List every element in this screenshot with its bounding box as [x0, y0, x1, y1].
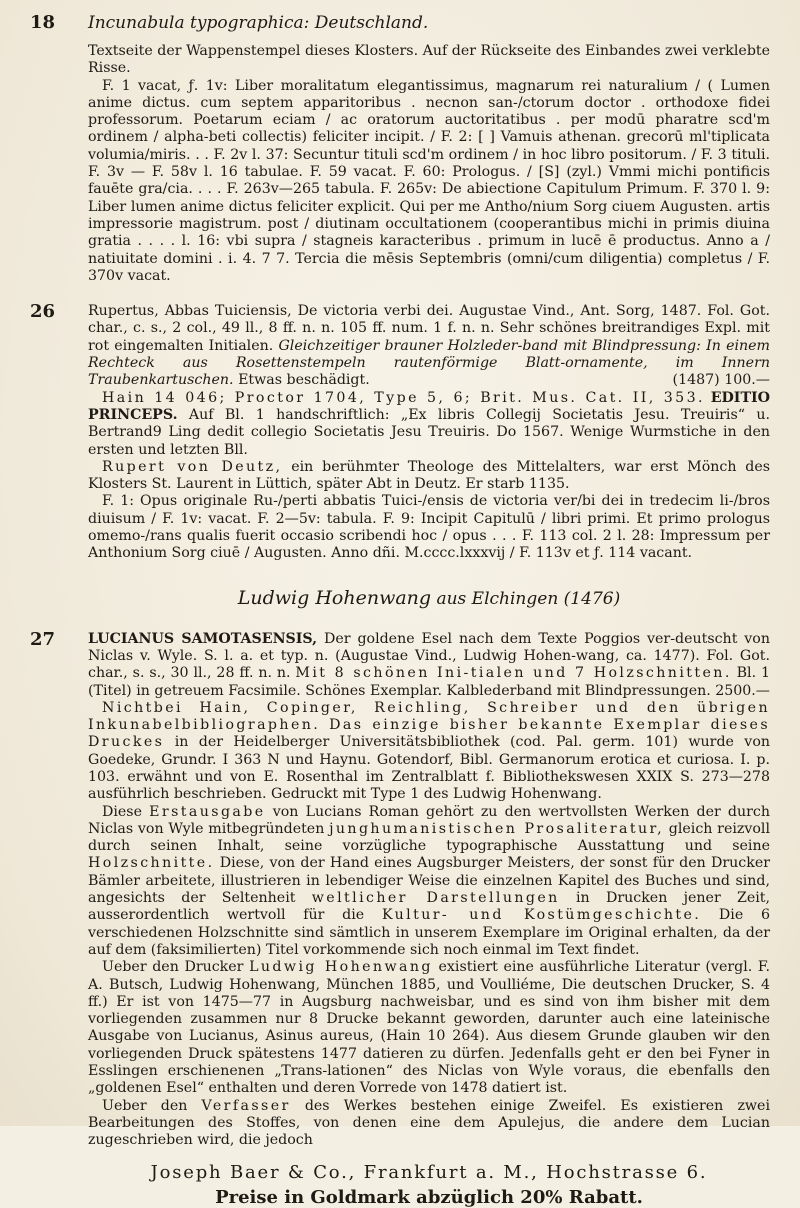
- binding-condition: Etwas beschädigt.: [238, 372, 370, 389]
- text-run: Diese, von der Hand eines Augsburger Meisters, der sonst für den Drucker Bämler arbeitete, illustrieren in lebendiger Weise die einzelnen Kapitel des Buches und sind, angesichts der Seltenheit: [88, 855, 771, 907]
- emphasis-run: weltlicher Darstellungen: [311, 890, 560, 907]
- emphasis-run: Verfasser: [201, 1097, 291, 1114]
- text-run: Die 6 verschiedenen Holzschnitte sind sämtlich in unserem Exemplare im Original erhalten, da der auf dem (faksimilierten) Titel vorkommende sich noch einmal im Text findet.: [88, 907, 770, 958]
- publisher-line: Joseph Baer & Co., Frankfurt a. M., Hochstrasse 6.: [150, 1161, 708, 1183]
- running-title: Incunabula typographica: Deutschland.: [88, 13, 429, 33]
- entry-condition: Bl. 1 (Titel) in getreuem Facsimile. Schönes Exemplar. Kalblederband mit Blindpressungen.: [88, 665, 771, 699]
- rarity-paragraph: [88, 700, 770, 804]
- emphasis-run: Ludwig Hohenwang: [249, 959, 433, 976]
- text-run: in Drucken jener Zeit, ausserordentlich wertvoll für die: [88, 890, 771, 924]
- text-run: gleich reizvoll durch seinen Inhalt, seine vorzügliche typographische Ausstattung und seine: [88, 820, 770, 855]
- author-paragraph: [88, 1098, 770, 1150]
- text-run: Ueber den: [102, 1097, 188, 1114]
- continuation-collation: F. 1 vacat, ƒ. 1v: Liber moralitatum elegantissimus, magnarum rei naturalium / ( Lumen anime dictus. cum septem apparitoribus . necnon san-/ctorum doctor . orthodoxe fidei professorum. Poetarum eciam / ac oratorum auctoritatibus . per modū pharatre scd'm ordinem / alpha-beti collectis) feliciter incipit. / F. 2: [ ] Vamuis athenan. grecorū ml'tiplicata volumia/miris. . . F. 2v l. 37: Secuntur tituli scd'm ordinem / in hoc libro positorum. / F. 3 tituli. F. 3v — F. 58v l. 16 tabulae. F. 59 vacat. F. 60: Prologus. / [S] (zyl.) Vmmi michi pontificis fauēte gra/cia. . . . F. 263v—265 tabula. F. 265v: De abiectione Capitulum Primum. F. 370 l. 9: Liber lumen anime dictus feliciter explicit. Qui per me Antho/nium Sorg ciuem Augusten. artis impressorie magistrum. post / diutinam occultationem (cooperantibus michi in primis diuina gratia . . . . l. 16: vbi supra / stagneis karacteribus . primum in lucē ē productus. Anno a / natiuitate domini . i. 4. 7 7. Tercia die mēsis Septembris (omni/cum diligentia) completus / F. 370v vacat.: [88, 77, 770, 284]
- entry-description: [88, 303, 770, 389]
- text-run: von Lucians Roman gehört zu den wertvollsten Werken der durch Niclas von Wyle mitbegründeten: [88, 803, 771, 837]
- printer-name: Ludwig Hohenwang: [237, 586, 432, 609]
- entry-collation: F. 1: Opus originale Ru-/perti abbatis Tuici-/ensis de victoria ver/bi dei in tredecim li-/bros diuisum / F. 1v: vacat. F. 2—5v: tabula. F. 9: Incipit Capitulū / libri primi. Et primo prologus omemo-/rans qualis fuerit occasio scribendi hoc / opus . . . F. 113 col. 2 l. 28: Impressum per Anthonium Sorg ciuē / Augusten. Anno dñi. M.cccc.lxxxvij / F. 113v et ƒ. 114 vacant.: [88, 493, 770, 562]
- entry-price: (1487) 100.—: [672, 372, 770, 389]
- emphasis-run: junghumanistischen Prosaliteratur,: [329, 820, 665, 837]
- entry-number: 27: [30, 628, 56, 650]
- entry-title: Rupertus, Abbas Tuiciensis, De victoria verbi dei. Augustae Vind., Ant. Sorg, 1487. Fol. Got. char., c. s., 2 col., 49 ll., 8 ff. n. n. 105 ff. num. 1 f. n. n. Sehr schönes breitrandiges Expl. mit rot eingemalten Initialen.: [88, 303, 770, 354]
- page-footer: [88, 1162, 770, 1208]
- entry-biography: [88, 459, 770, 494]
- entry-27: [30, 628, 771, 1150]
- author-name: Rupert von Deutz,: [102, 458, 283, 475]
- significance-paragraph: [88, 804, 770, 960]
- entry-references: [88, 390, 770, 459]
- text-run: Ueber den Drucker: [102, 959, 244, 976]
- text-run: Diese: [102, 803, 142, 820]
- discount-line: Preise in Goldmark abzüglich 20% Rabatt.: [215, 1186, 643, 1208]
- entry-title-author: LUCIANUS SAMOTASENSIS,: [88, 630, 318, 647]
- printer-origin: aus Elchingen (1476): [436, 588, 621, 609]
- emphasis-run: Kultur- und Kostümgeschichte.: [381, 907, 702, 924]
- entry-number: 26: [30, 301, 56, 323]
- author-bio: ein berühmter Theologe des Mittelalters, war erst Mönch des Klosters St. Laurent in Lüttich, später Abt in Deutz. Er starb 1135.: [88, 458, 771, 493]
- entry-continuation: [30, 43, 770, 285]
- emphasis-run: Holzschnitte.: [88, 855, 215, 872]
- printer-heading: [88, 587, 770, 609]
- entry-body: [88, 303, 770, 562]
- entry-body: [88, 631, 770, 1150]
- printer-paragraph: [88, 959, 770, 1097]
- continuation-paragraph: Textseite der Wappenstempel dieses Klosters. Auf der Rückseite des Einbandes zwei verklebte Risse.: [88, 43, 770, 77]
- editio-princeps: EDITIO PRINCEPS.: [88, 389, 770, 423]
- text-run: des Werkes bestehen einige Zweifel. Es existieren zwei Bearbeitungen des Stoffes, von denen eine dem Apulejus, die andere dem Lucian zugeschrieben wird, die jedoch: [88, 1097, 770, 1149]
- rarity-detail: in der Heidelberger Universitätsbibliothek (cod. Pal. germ. 101) wurde von Goedeke, Grundr. I 363 N und Haynu. Gotendorf, Bibl. Germanorum erotica et curiosa. I. p. 103. erwähnt und von E. Rosenthal im Zentralblatt f. Bibliothekswesen XXIX S. 273—278 ausführlich beschrieben. Gedruckt mit Type 1 des Ludwig Hohenwang.: [88, 734, 770, 803]
- text-run: existiert eine ausführliche Literatur (vergl. F. A. Butsch, Ludwig Hohenwang, München 1885, und Voulliéme, Die deutschen Drucker, S. 4 ff.) Er ist von 1475—77 in Augsburg nachweisbar, und es sind von ihm bisher mit dem vorliegenden zusammen nur 8 Drucke bekannt geworden, darunter auch eine lateinische Ausgabe von Lucianus, Asinus aureus, (Hain 10 264). Aus diesem Grunde glauben wir den vorliegenden Druck spätestens 1477 datieren zu dürfen. Jedenfalls geht er den bei Fyner in Esslingen erschienenen „Trans-lationen“ des Niclas von Wyle voraus, die ebenfalls den „goldenen Esel“ enthalten und deren Vorrede von 1478 datiert ist.: [88, 959, 770, 1097]
- entry-title: Der goldene Esel nach dem Texte Poggios ver-deutscht von Niclas v. Wyle. S. l. a. et typ. n. (Augustae Vind., Ludwig Hohen-wang, ca. 1477). Fol. Got. char., s. s., 30 ll., 28 ff. n. n.: [88, 630, 770, 682]
- entry-price: 2500.—: [715, 682, 770, 699]
- binding-description: Gleichzeitiger brauner Holzleder-band mit Blindpressung: In einem Rechteck aus Rosettenstempeln rautenförmige Blatt-ornamente, im Innern Traubenkartuschen.: [88, 337, 770, 389]
- page-header: [30, 12, 770, 33]
- rarity-note: Nichtbei Hain, Copinger, Reichling, Schreiber und den übrigen Inkunabelbibliographen. Das einzige bisher bekannte Exemplar dieses Druckes: [88, 699, 770, 751]
- entry-description: [88, 631, 770, 700]
- bibliographic-refs: Hain 14 046; Proctor 1704, Type 5, 6; Brit. Mus. Cat. II, 353.: [102, 389, 705, 406]
- page-number: 18: [30, 12, 56, 33]
- emphasis-run: Erstausgabe: [149, 803, 266, 820]
- illustration-note: Mit 8 schönen Ini-tialen und 7 Holzschnitten.: [295, 665, 732, 682]
- entry-26: [30, 303, 770, 562]
- provenance-note: Auf Bl. 1 handschriftlich: „Ex libris Collegij Societatis Jesu. Treuiris“ u. Bertrand9 Ling dedit collegio Societatis Jesu Treuiris. Do 1567. Wenige Wurmstiche in den ersten und letzten Bll.: [88, 406, 770, 458]
